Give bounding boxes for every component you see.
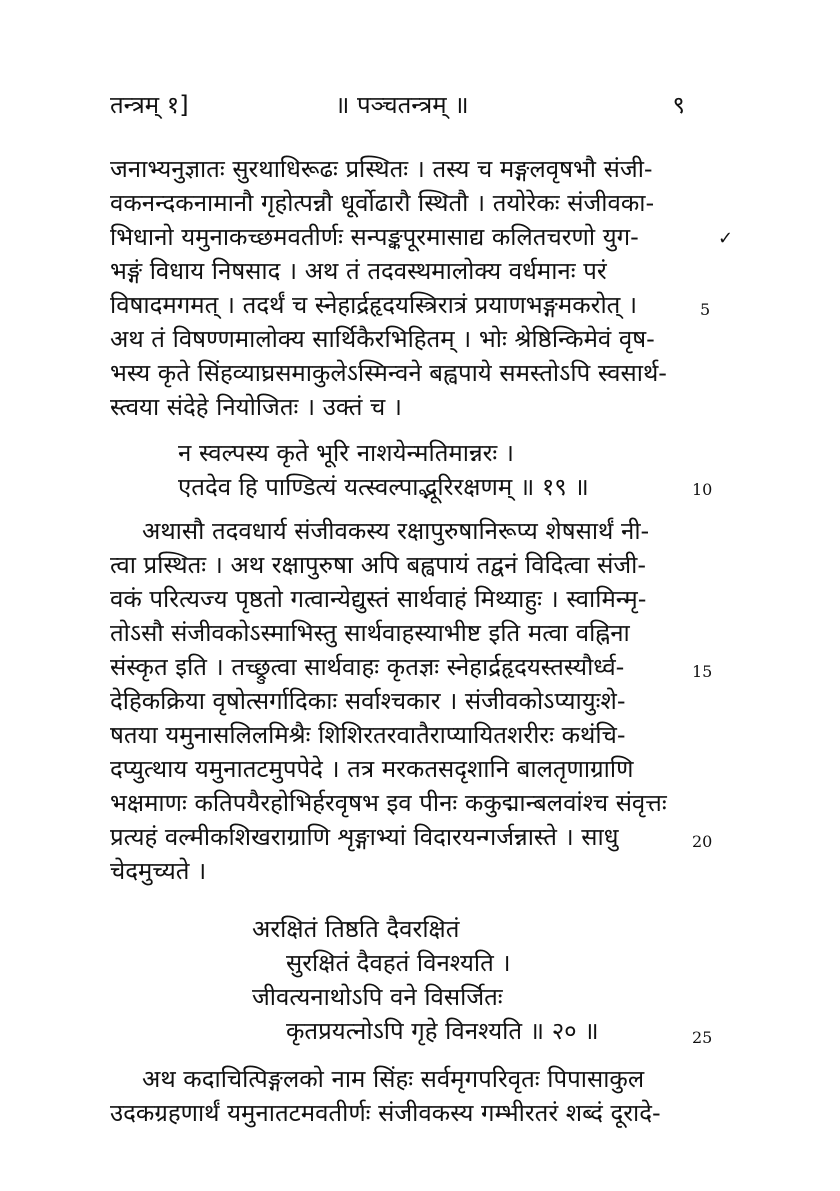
running-header xyxy=(110,88,685,128)
text-line: षतया यमुनासलिलमिश्रैः शिशिरतरवातैराप्यायितशरीरः कथंचि- xyxy=(110,721,626,749)
text-line: उदकग्रहणार्थं यमुनातटमवतीर्णः संजीवकस्य गम्भीरतरं शब्दं दूरादे- xyxy=(110,1099,661,1127)
verse-line: कृतप्रयत्नोऽपि गृहे विनश्यति ॥ २० ॥ xyxy=(286,1017,599,1045)
header-page-number: ९ xyxy=(672,91,685,119)
line-number: 5 xyxy=(700,300,711,319)
line-number: 20 xyxy=(692,832,713,851)
text-line: देहिकक्रिया वृषोत्सर्गादिकाः सर्वाश्चकार । संजीवकोऽप्यायुःशे- xyxy=(110,687,626,715)
margin-tick-mark: ✓ xyxy=(718,228,734,249)
text-line: त्वा प्रस्थितः । अथ रक्षापुरुषा अपि बह्वपायं तद्वनं विदित्वा संजी- xyxy=(110,551,647,579)
text-line: वकं परित्यज्य पृष्ठतो गत्वान्येद्युस्तं सार्थवाहं मिथ्याहुः । स्वामिन्मृ- xyxy=(110,585,647,613)
line-number: 15 xyxy=(692,662,713,681)
text-line: प्रत्यहं वल्मीकशिखराग्राणि शृङ्गाभ्यां विदारयन्गर्जन्नास्ते । साधु xyxy=(110,823,619,851)
text-line: भक्षमाणः कतिपयैरहोभिर्हरवृषभ इव पीनः ककुद्मान्बलवांश्च संवृत्तः xyxy=(110,789,667,817)
text-line: अथ कदाचित्पिङ्गलको नाम सिंहः सर्वमृगपरिवृतः पिपासाकुल xyxy=(142,1065,645,1093)
verse-line: सुरक्षितं दैवहतं विनश्यति । xyxy=(286,949,511,977)
text-line: स्त्वया संदेहे नियोजितः । उक्तं च । xyxy=(110,393,403,421)
text-line: विषादमगमत् । तदर्थं च स्नेहार्द्रहृदयस्त्रिरात्रं प्रयाणभङ्गमकरोत् । xyxy=(110,291,638,319)
text-line: वकनन्दकनामानौ गृहोत्पन्नौ धूर्वोढारौ स्थितौ । तयोरेकः संजीवका- xyxy=(110,189,655,217)
text-line: चेदमुच्यते । xyxy=(110,857,207,885)
text-line: दप्युत्थाय यमुनातटमुपपेदे । तत्र मरकतसदृशानि बालतृणाग्राणि xyxy=(110,755,634,783)
text-line: भङ्गं विधाय निषसाद । अथ तं तदवस्थमालोक्य वर्धमानः परं xyxy=(110,257,607,285)
line-number: 25 xyxy=(692,1028,713,1047)
verse-line: अरक्षितं तिष्ठति दैवरक्षितं xyxy=(252,915,460,943)
verse-line: न स्वल्पस्य कृते भूरि नाशयेन्मतिमान्नरः । xyxy=(178,439,515,467)
text-line: अथ तं विषण्णमालोक्य सार्थिकैरभिहितम् । भोः श्रेष्ठिन्किमेवं वृष- xyxy=(110,325,655,353)
text-line: तोऽसौ संजीवकोऽस्माभिस्तु सार्थवाहस्याभीष्ट इति मत्वा वह्निना xyxy=(110,619,630,647)
text-line: भस्य कृते सिंहव्याघ्रसमाकुलेऽस्मिन्वने बह्वपाये समस्तोऽपि स्वसार्थ- xyxy=(110,359,667,387)
header-chapter: तन्त्रम् १] xyxy=(110,91,189,119)
header-title: ॥ पञ्चतन्त्रम् ॥ xyxy=(335,91,469,119)
text-line: जनाभ्यनुज्ञातः सुरथाधिरूढः प्रस्थितः । तस्य च मङ्गलवृषभौ संजी- xyxy=(110,155,653,183)
text-line: संस्कृत इति । तच्छ्रुत्वा सार्थवाहः कृतज्ञः स्नेहार्द्रहृदयस्तस्यौर्ध्व- xyxy=(110,653,625,681)
text-line: अथासौ तदवधार्य संजीवकस्य रक्षापुरुषानिरूप्य शेषसार्थं नी- xyxy=(142,517,650,545)
line-number: 10 xyxy=(692,480,713,499)
verse-line: एतदेव हि पाण्डित्यं यत्स्वल्पाद्भूरिरक्षणम् ॥ १९ ॥ xyxy=(178,473,589,501)
text-line: भिधानो यमुनाकच्छमवतीर्णः सन्पङ्कपूरमासाद्य कलितचरणो युग- xyxy=(110,223,639,251)
verse-line: जीवत्यनाथोऽपि वने विसर्जितः xyxy=(252,983,503,1011)
